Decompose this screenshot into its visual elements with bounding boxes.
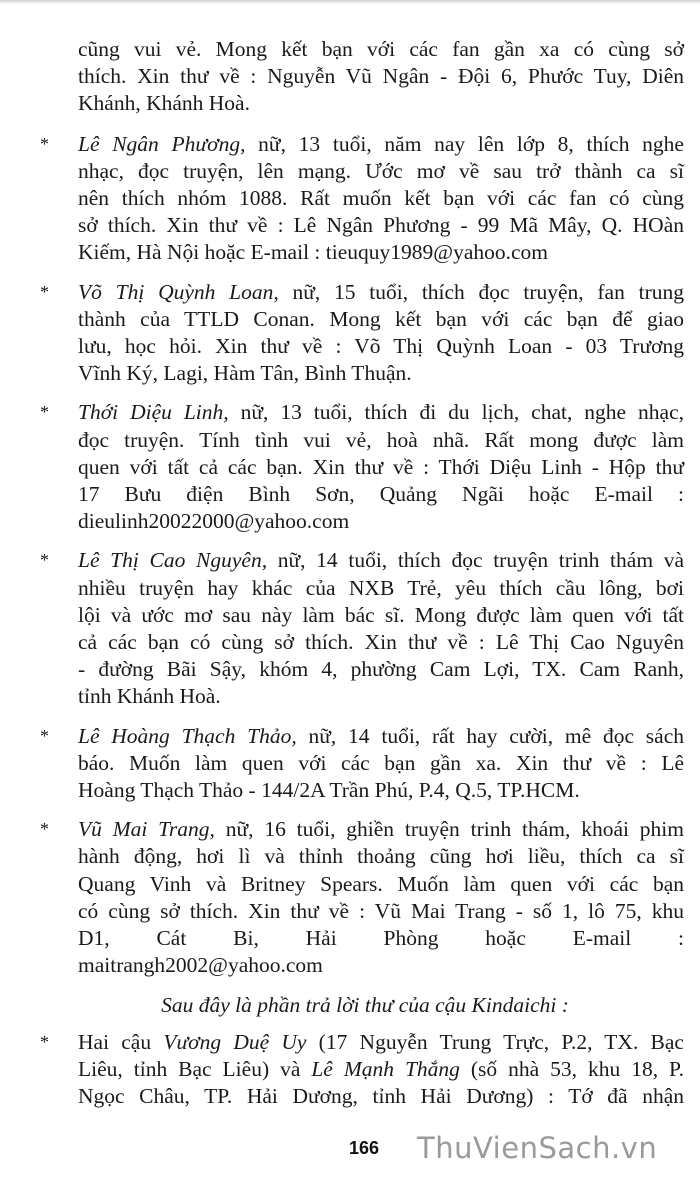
pen-pal-entry: * Lê Thị Cao Nguyên, nữ, 14 tuổi, thích đọc truyện trinh thám và nhiều truyện hay khác của NXB Trẻ, yêu thích cầu lông, bơi lội và ước mơ sau này làm bác sĩ. Mong được làm quen với tất cả các bạn có cùng sở thích. Xin thư về : Lê Thị Cao Nguyên - đường Bãi Sậy, khóm 4, phường Cam Lợi, TX. Cam Ranh, tỉnh Khánh Hoà. [78,547,684,710]
text-line: nhạc, đọc truyện, lên mạng. Ước mơ về sau trở thành ca sĩ [78,158,684,183]
bullet-asterisk: * [40,133,49,154]
text-line: nên thích nhóm 1088. Rất muốn kết bạn với các fan có cùng [78,186,684,211]
page-top-edge [0,0,700,4]
bullet-asterisk: * [40,1031,49,1052]
pen-pal-entry: * Lê Hoàng Thạch Thảo, nữ, 14 tuổi, rất hay cười, mê đọc sách báo. Muốn làm quen với các bạn gần xa. Xin thư về : Lê Hoàng Thạch Thảo - 144/2A Trần Phú, P.4, Q.5, TP.HCM. [78,723,684,805]
pen-pal-entry: * Lê Ngân Phương, nữ, 13 tuổi, năm nay lên lớp 8, thích nghe nhạc, đọc truyện, lên mạng. Ước mơ về sau trở thành ca sĩ nên thích nhóm 1088. Rất muốn kết bạn với các fan có cùng sở thích. Xin thư về : Lê Ngân Phương - 99 Mã Mây, Q. HOàn Kiếm, Hà Nội hoặc E-mail : tieuquy1989@yahoo.com [78,131,684,267]
email-text: maitrangh2002@yahoo.com [78,953,323,978]
text-line: hành động, hơi lì và thỉnh thoảng cũng hơi liều, thích ca sĩ [78,844,684,869]
entry-name: Thới Diệu Linh, [78,400,229,425]
text-line: nhiều truyện hay khác của NXB Trẻ, yêu thích cầu lông, bơi [78,575,684,600]
continued-entry [78,36,684,118]
bullet-asterisk: * [40,819,49,840]
entry-name: Vũ Mai Trang, [78,817,215,842]
entry-name: Lê Hoàng Thạch Thảo, [78,723,297,748]
reply-section-heading: Sau đây là phần trả lời thư của cậu Kindaichi : [161,992,569,1017]
bullet-asterisk: * [40,725,49,746]
entry-name: Võ Thị Quỳnh Loan, [78,279,279,304]
text-line: thành của TTLD Conan. Mong kết bạn với các bạn để giao [78,306,684,331]
text-line: báo. Muốn làm quen với các bạn gần xa. Xin thư về : Lê [78,750,684,775]
text-line: Khánh, Khánh Hoà. [78,91,250,116]
watermark: ThuVienSach.vn [417,1131,658,1165]
bullet-asterisk: * [40,402,49,423]
pen-pal-entry: * Vũ Mai Trang, nữ, 16 tuổi, ghiền truyện trinh thám, khoái phim hành động, hơi lì và thỉnh thoảng cũng hơi liều, thích ca sĩ Quang Vinh và Britney Spears. Muốn làm quen với các bạn có cùng sở thích. Xin thư về : Vũ Mai Trang - số 1, lô 75, khu D1, Cát Bi, Hải Phòng hoặc E-mail : maitrangh2002@yahoo.com [78,816,684,979]
page-number: 166 [349,1138,380,1158]
bullet-asterisk: * [40,550,49,571]
text-line: cũng vui vẻ. Mong kết bạn với các fan gần xa có cùng sở [78,37,684,61]
text-line: có cùng sở thích. Xin thư về : Vũ Mai Trang - số 1, lô 75, khu [78,898,684,923]
book-page [0,36,700,1122]
pen-pal-entry: * Võ Thị Quỳnh Loan, nữ, 15 tuổi, thích đọc truyện, fan trung thành của TTLD Conan. Mong kết bạn với các bạn để giao lưu, học hỏi. Xin thư về : Võ Thị Quỳnh Loan - 03 Trương Vĩnh Ký, Lagi, Hàm Tân, Bình Thuận. [78,279,684,388]
text-line: Vĩnh Ký, Lagi, Hàm Tân, Bình Thuận. [78,361,412,386]
email-text: dieulinh20022000@yahoo.com [78,509,350,534]
reply-name-1: Vương Duệ Uy [163,1029,307,1054]
text-line: - đường Bãi Sậy, khóm 4, phường Cam Lợi, TX. Cam Ranh, [78,657,684,682]
text-line: Ngọc Châu, TP. Hải Dương, tỉnh Hải Dương) : Tớ đã nhận [78,1083,684,1108]
reply-name-2: Lê Mạnh Thắng [311,1056,460,1081]
entry-name: Lê Thị Cao Nguyên, [78,548,268,573]
pen-pal-entry: * Thới Diệu Linh, nữ, 13 tuổi, thích đi du lịch, chat, nghe nhạc, đọc truyện. Tính tình vui vẻ, hoà nhã. Rất mong được làm quen với tất cả các bạn. Xin thư về : Thới Diệu Linh - Hộp thư 17 Bưu điện Bình Sơn, Quảng Ngãi hoặc E-mail : dieulinh20022000@yahoo.com [78,399,684,535]
text-line: đọc truyện. Tính tình vui vẻ, hoà nhã. Rất mong được làm [78,427,684,452]
reply-entry: * Hai cậu Vương Duệ Uy (17 Nguyễn Trung Trực, P.2, TX. Bạc Liêu, tỉnh Bạc Liêu) và Lê Mạnh Thắng (số nhà 53, khu 18, P. Ngọc Châu, TP. Hải Dương, tỉnh Hải Dương) : Tớ đã nhận [78,1029,684,1111]
text-line: D1, Cát Bi, Hải Phòng hoặc E-mail : [78,926,684,951]
text-line: Hoàng Thạch Thảo - 144/2A Trần Phú, P.4, Q.5, TP.HCM. [78,778,580,803]
text-line: lội và ước mơ sau này làm bác sĩ. Mong được làm quen với tất [78,602,684,627]
text-line: sở thích. Xin thư về : Lê Ngân Phương - 99 Mã Mây, Q. HOàn [78,213,684,238]
text-line: cả các bạn có cùng sở thích. Xin thư về : Lê Thị Cao Nguyên [78,630,684,655]
entry-name: Lê Ngân Phương, [78,131,246,156]
text-line: Quang Vinh và Britney Spears. Muốn làm quen với các bạn [78,871,684,896]
text-line: 17 Bưu điện Bình Sơn, Quảng Ngãi hoặc E-mail : [78,482,684,507]
text-line: Kiếm, Hà Nội hoặc E-mail : tieuquy1989@yahoo.com [78,240,548,265]
bullet-asterisk: * [40,281,49,302]
text-line: lưu, học hỏi. Xin thư về : Võ Thị Quỳnh Loan - 03 Trương [78,334,684,359]
text-line: tỉnh Khánh Hoà. [78,684,221,709]
text-line: thích. Xin thư về : Nguyễn Vũ Ngân - Đội 6, Phước Tuy, Diên [78,64,684,89]
text-line: quen với tất cả các bạn. Xin thư về : Thới Diệu Linh - Hộp thư [78,454,684,479]
